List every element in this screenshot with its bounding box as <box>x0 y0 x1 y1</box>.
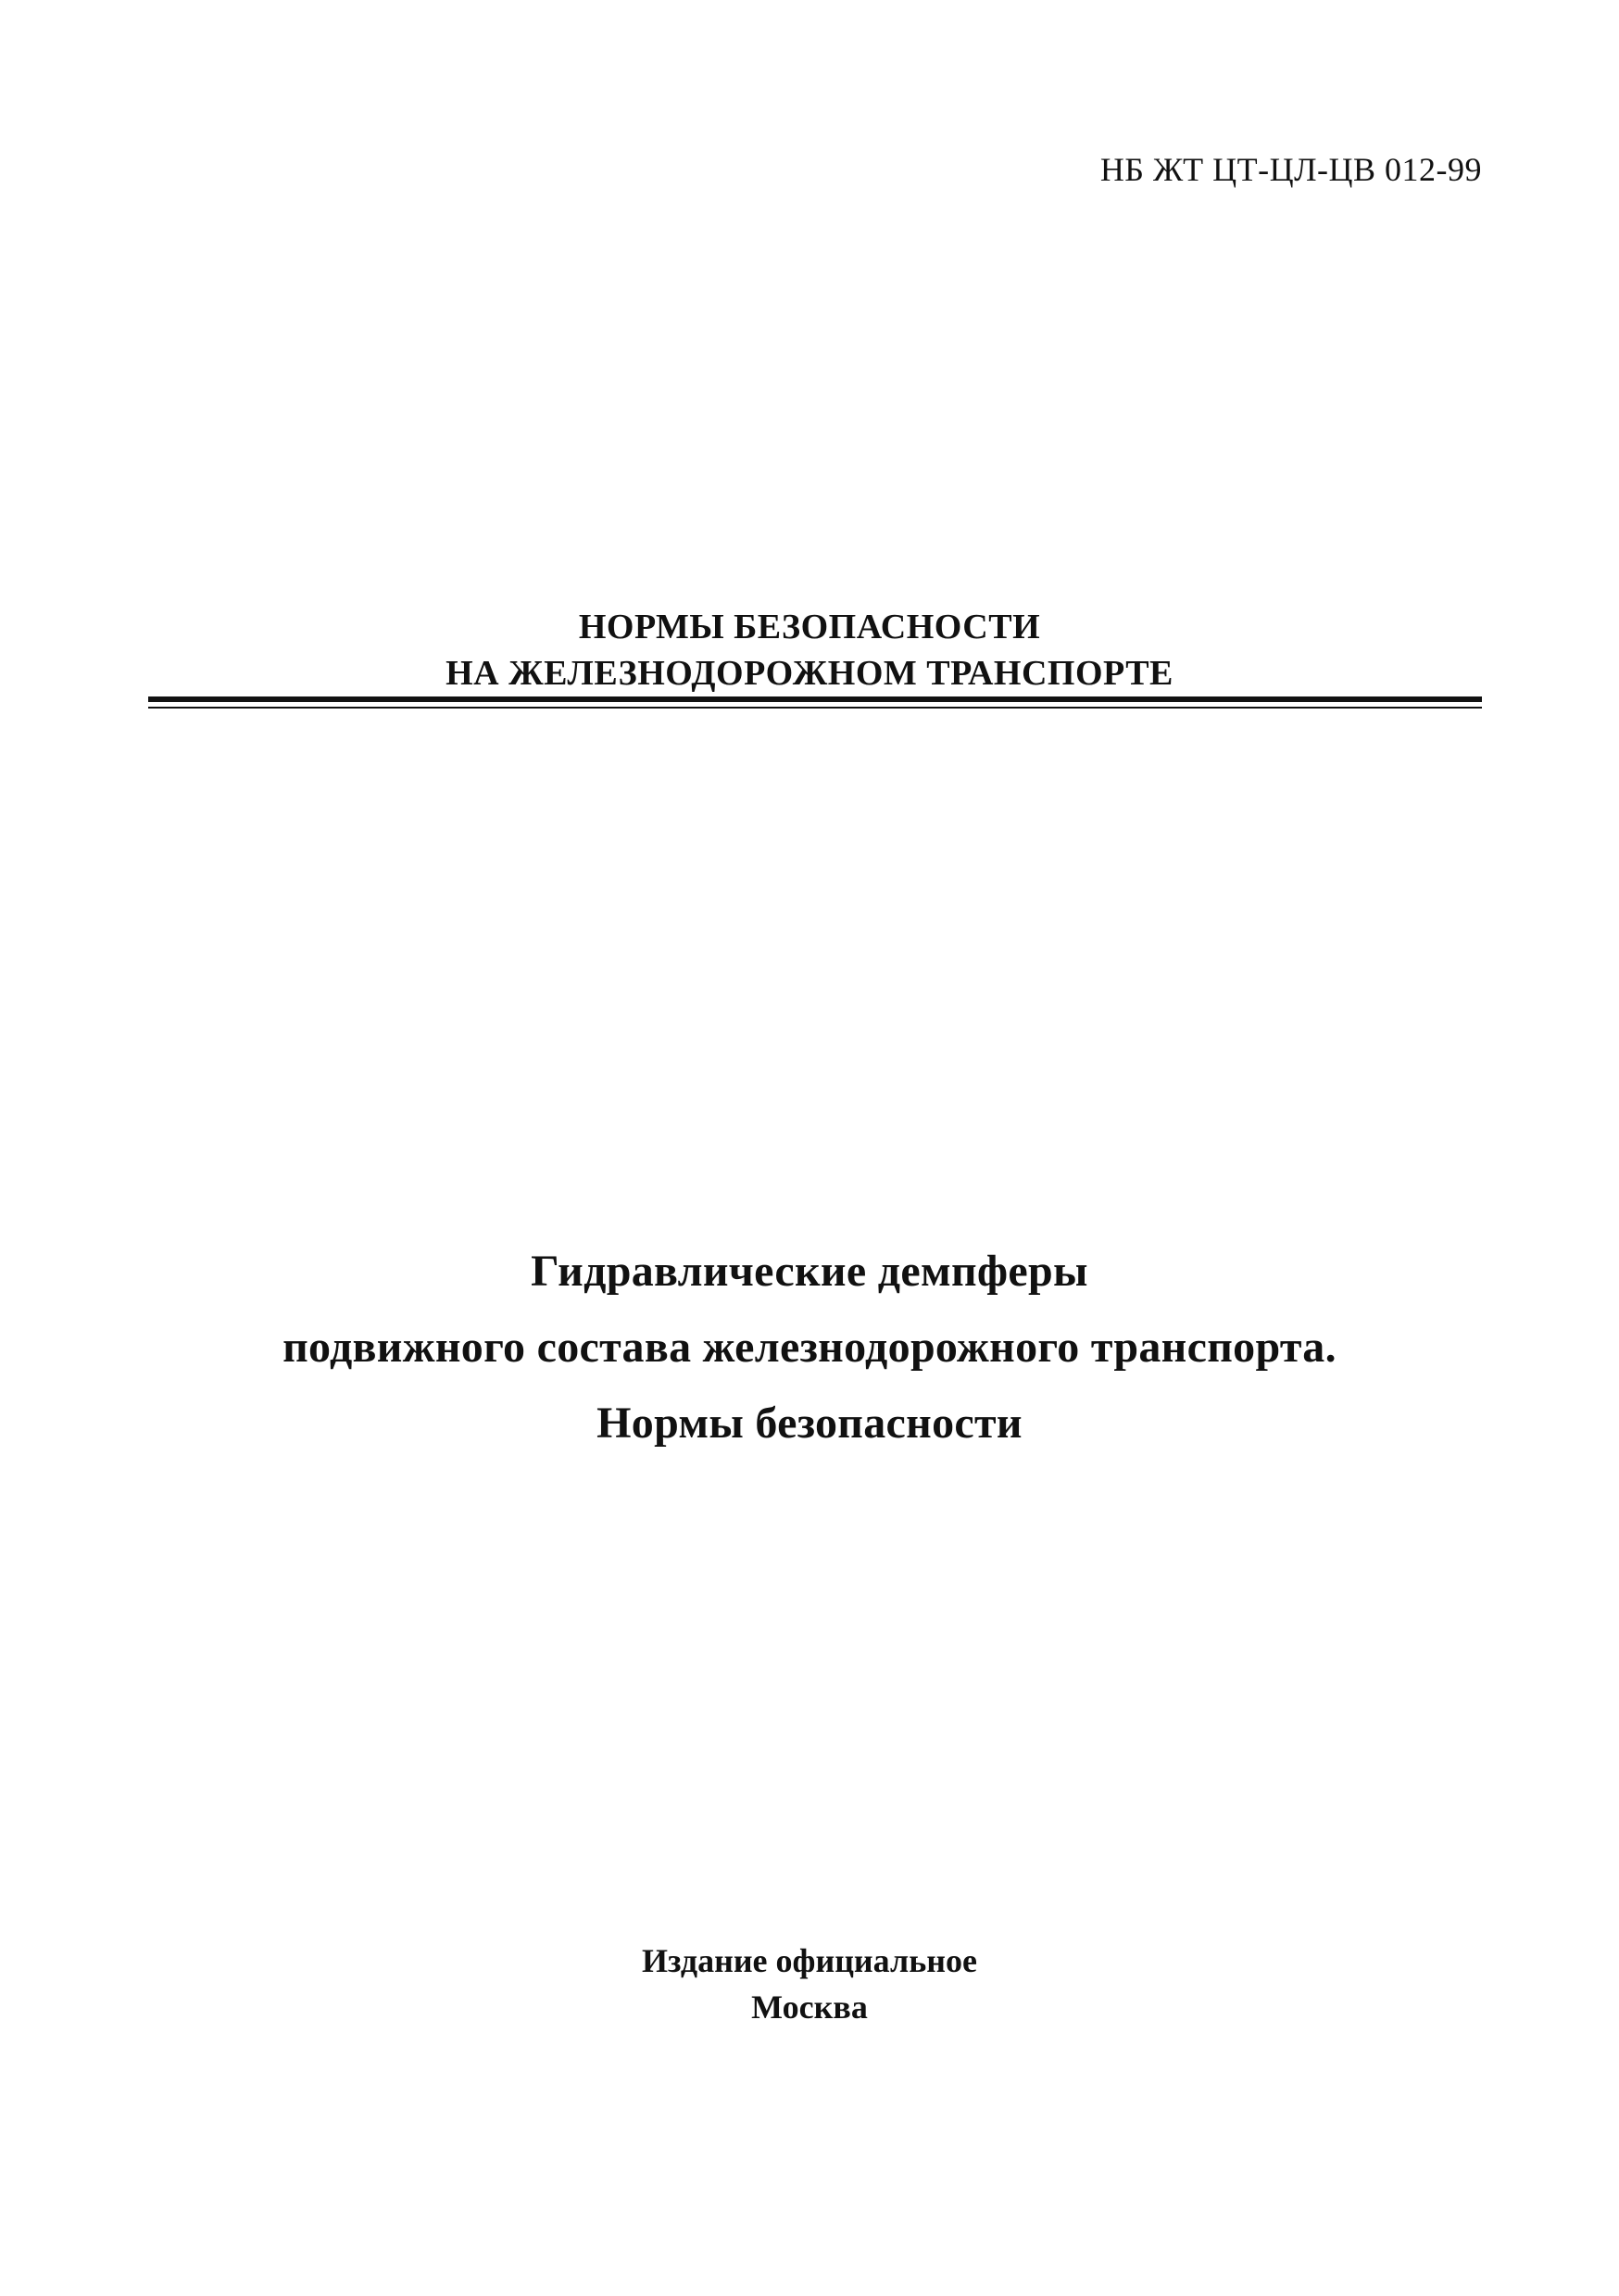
document-code: НБ ЖТ ЦТ-ЦЛ-ЦВ 012-99 <box>1099 151 1482 188</box>
document-title-line-1: Гидравлические демпферы <box>531 1247 1088 1296</box>
series-heading-line-2: НА ЖЕЛЕЗНОДОРОЖНОМ ТРАНСПОРТЕ <box>446 654 1173 693</box>
publication-info <box>0 1938 1619 2030</box>
document-title-line-2: подвижного состава железнодорожного транспорта. <box>282 1323 1337 1372</box>
series-heading <box>0 604 1619 696</box>
document-title <box>0 1234 1619 1462</box>
double-rule-thick <box>148 696 1482 702</box>
series-heading-line-1: НОРМЫ БЕЗОПАСНОСТИ <box>578 608 1041 646</box>
city-label: Москва <box>751 1989 868 2026</box>
document-title-line-3: Нормы безопасности <box>596 1399 1023 1448</box>
edition-label: Издание официальное <box>642 1942 977 1979</box>
double-rule-thin <box>148 707 1482 709</box>
